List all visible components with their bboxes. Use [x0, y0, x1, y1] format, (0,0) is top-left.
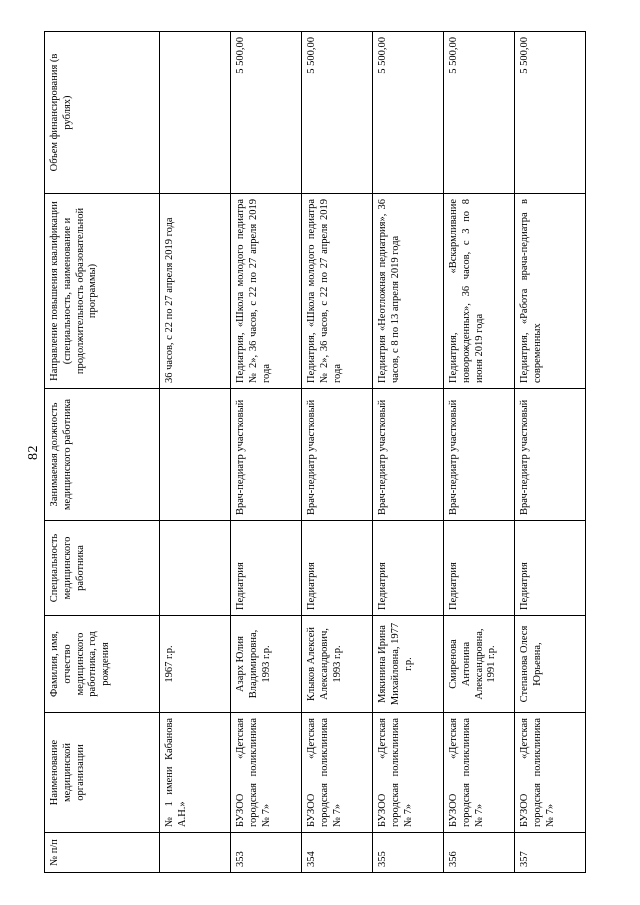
- cell-dir: Педиатрия, «Работа врача-педиатра в современных: [515, 194, 586, 389]
- cell-fund: [160, 32, 231, 194]
- cell-pos: Врач-педиатр участковый: [302, 389, 373, 521]
- page-number: 82: [26, 445, 41, 460]
- header-org: Наименование медицинской организации: [45, 713, 160, 833]
- cell-pos: Врач-педиатр участковый: [231, 389, 302, 521]
- cell-num: 356: [444, 833, 515, 873]
- cell-num: [160, 833, 231, 873]
- cell-org: БУЗОО «Детская городская поликлиника № 7»: [373, 713, 444, 833]
- cell-org: № 1 имени Кабанова А.Н.»: [160, 713, 231, 833]
- cell-num: 354: [302, 833, 373, 873]
- cell-dir: Педиатрия, «Школа молодого педиатра № 2», 36 часов, с 22 по 27 апреля 2019 года: [231, 194, 302, 389]
- cell-org: БУЗОО «Детская городская поликлиника № 7»: [515, 713, 586, 833]
- header-pos: Занимаемая должность медицинского работника: [45, 389, 160, 521]
- header-name: Фамилия, имя, отчество медицинского работника, год рождения: [45, 616, 160, 713]
- table-row: [373, 32, 444, 873]
- cell-num: 357: [515, 833, 586, 873]
- cell-num: 355: [373, 833, 444, 873]
- table-row: [302, 32, 373, 873]
- table-row: [444, 32, 515, 873]
- header-dir: Направление повышения квалификации (специальность, наименование и продолжительность образовательной программы): [45, 194, 160, 389]
- table-row: [160, 32, 231, 873]
- cell-org: БУЗОО «Детская городская поликлиника № 7»: [302, 713, 373, 833]
- cell-name: Клыков Алексей Александрович, 1993 г.р.: [302, 616, 373, 713]
- cell-name: Смиренова Антонина Александровна, 1991 г.р.: [444, 616, 515, 713]
- cell-spec: Педиатрия: [231, 521, 302, 616]
- header-spec: Специальность медицинского работника: [45, 521, 160, 616]
- cell-spec: Педиатрия: [302, 521, 373, 616]
- header-row: [45, 32, 160, 873]
- cell-fund: 5 500,00: [231, 32, 302, 194]
- cell-fund: 5 500,00: [373, 32, 444, 194]
- cell-org: БУЗОО «Детская городская поликлиника № 7»: [231, 713, 302, 833]
- cell-fund: 5 500,00: [515, 32, 586, 194]
- cell-dir: Педиатрия «Неотложная педиатрия», 36 часов, с 8 по 13 апреля 2019 года: [373, 194, 444, 389]
- cell-fund: 5 500,00: [302, 32, 373, 194]
- cell-org: БУЗОО «Детская городская поликлиника № 7»: [444, 713, 515, 833]
- cell-pos: Врач-педиатр участковый: [444, 389, 515, 521]
- cell-pos: Врач-педиатр участковый: [515, 389, 586, 521]
- table-row: [231, 32, 302, 873]
- cell-name: Степанова Олеся Юрьевна,: [515, 616, 586, 713]
- cell-name: 1967 г.р.: [160, 616, 231, 713]
- cell-name: Азарх Юлия Владимировна, 1993 г.р.: [231, 616, 302, 713]
- header-num: № п/п: [45, 833, 160, 873]
- cell-spec: Педиатрия: [373, 521, 444, 616]
- cell-dir: 36 часов, с 22 по 27 апреля 2019 года: [160, 194, 231, 389]
- header-fund: Объем финансирования (в рублях): [45, 32, 160, 194]
- cell-dir: Педиатрия, «Школа молодого педиатра № 2», 36 часов, с 22 по 27 апреля 2019 года: [302, 194, 373, 389]
- cell-spec: [160, 521, 231, 616]
- table-row: [515, 32, 586, 873]
- cell-fund: 5 500,00: [444, 32, 515, 194]
- cell-spec: Педиатрия: [515, 521, 586, 616]
- cell-num: 353: [231, 833, 302, 873]
- training-table: [44, 31, 586, 873]
- cell-pos: Врач-педиатр участковый: [373, 389, 444, 521]
- cell-pos: [160, 389, 231, 521]
- cell-dir: Педиатрия, «Вскармливание новорожденных», 36 часов, с 3 по 8 июня 2019 года: [444, 194, 515, 389]
- cell-name: Мякинина Ирина Михайловна, 1977 г.р.: [373, 616, 444, 713]
- cell-spec: Педиатрия: [444, 521, 515, 616]
